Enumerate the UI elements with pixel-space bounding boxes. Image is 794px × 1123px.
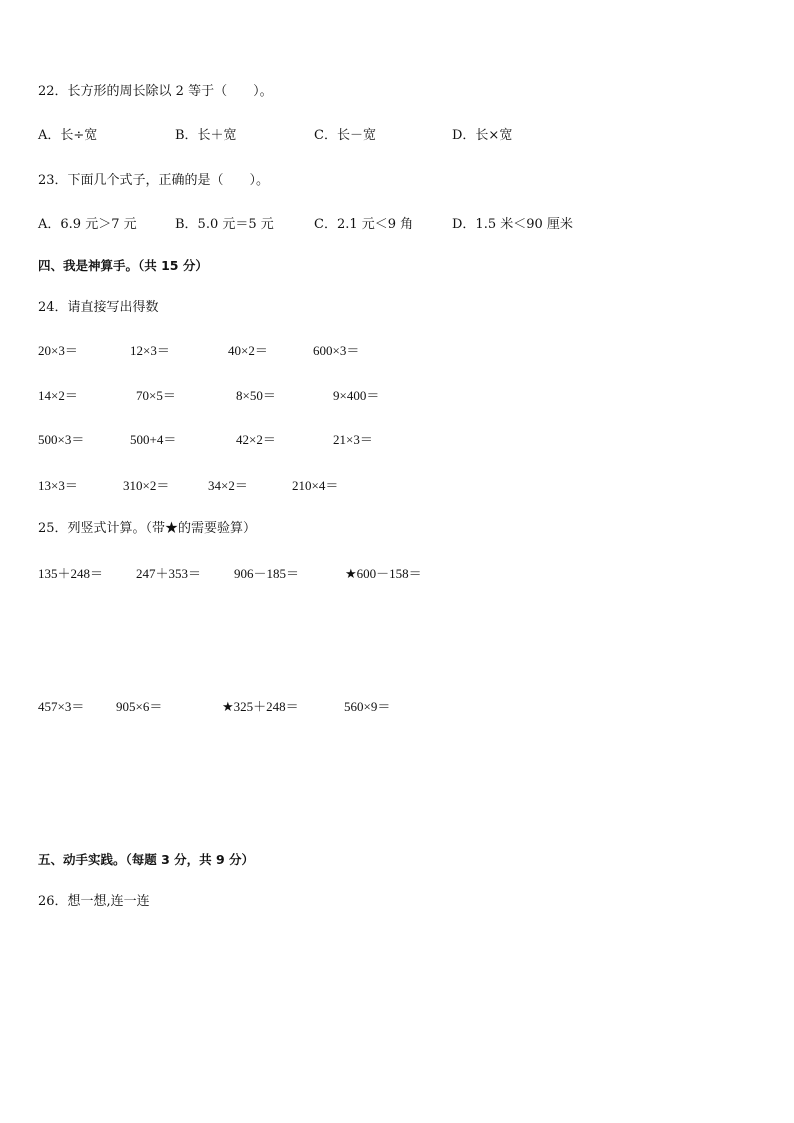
q24-item: 13×3＝ [38, 478, 78, 493]
q25-item: ★325＋248＝ [222, 699, 299, 714]
q25-stem: 25．列竖式计算。（带★的需要验算） [38, 521, 257, 536]
q24-item: 20×3＝ [38, 343, 78, 358]
q24-row-4 [38, 478, 438, 494]
q24-item: 210×4＝ [292, 478, 339, 493]
q25-item: 135＋248＝ [38, 566, 104, 581]
q25-item: 247＋353＝ [136, 566, 202, 581]
q24-row-3 [38, 432, 438, 448]
q25-item: 905×6＝ [116, 699, 163, 714]
q22-option-d: D．长×宽 [452, 128, 513, 143]
q23-option-d: D．1.5 米＜90 厘米 [452, 217, 573, 232]
q25-row-2 [38, 699, 458, 715]
q26-stem: 26．想一想,连一连 [38, 894, 150, 909]
q22-stem: 22．长方形的周长除以 2 等于（ ）。 [38, 84, 273, 99]
q24-row-2 [38, 388, 438, 404]
q23-option-a: A．6.9 元＞7 元 [38, 217, 137, 232]
q24-item: 40×2＝ [228, 343, 268, 358]
section-5-heading: 五、动手实践。（每题 3 分，共 9 分） [38, 852, 255, 867]
q25-row-1 [38, 566, 458, 582]
q25-item: 457×3＝ [38, 699, 85, 714]
q24-item: 8×50＝ [236, 388, 276, 403]
q22-option-a: A．长÷宽 [38, 128, 98, 143]
q25-item: ★600－158＝ [345, 566, 422, 581]
q25-item: 906－185＝ [234, 566, 300, 581]
q23-option-b: B．5.0 元＝5 元 [175, 217, 274, 232]
q24-item: 9×400＝ [333, 388, 380, 403]
q24-item: 34×2＝ [208, 478, 248, 493]
q24-item: 70×5＝ [136, 388, 176, 403]
q24-item: 14×2＝ [38, 388, 78, 403]
q24-item: 21×3＝ [333, 432, 373, 447]
q22-option-b: B．长＋宽 [175, 128, 237, 143]
q22-options [38, 128, 598, 144]
q23-options [38, 217, 638, 233]
q24-row-1 [38, 343, 438, 359]
q24-stem: 24．请直接写出得数 [38, 300, 159, 315]
q22-option-c: C．长－宽 [314, 128, 376, 143]
q24-item: 500×3＝ [38, 432, 85, 447]
q23-option-c: C．2.1 元＜9 角 [314, 217, 414, 232]
q23-stem: 23．下面几个式子，正确的是（ ）。 [38, 173, 270, 188]
q24-item: 42×2＝ [236, 432, 276, 447]
q24-item: 600×3＝ [313, 343, 360, 358]
section-4-heading: 四、我是神算手。（共 15 分） [38, 258, 208, 273]
q24-item: 310×2＝ [123, 478, 170, 493]
q25-item: 560×9＝ [344, 699, 391, 714]
q24-item: 12×3＝ [130, 343, 170, 358]
q24-item: 500+4＝ [130, 432, 177, 447]
